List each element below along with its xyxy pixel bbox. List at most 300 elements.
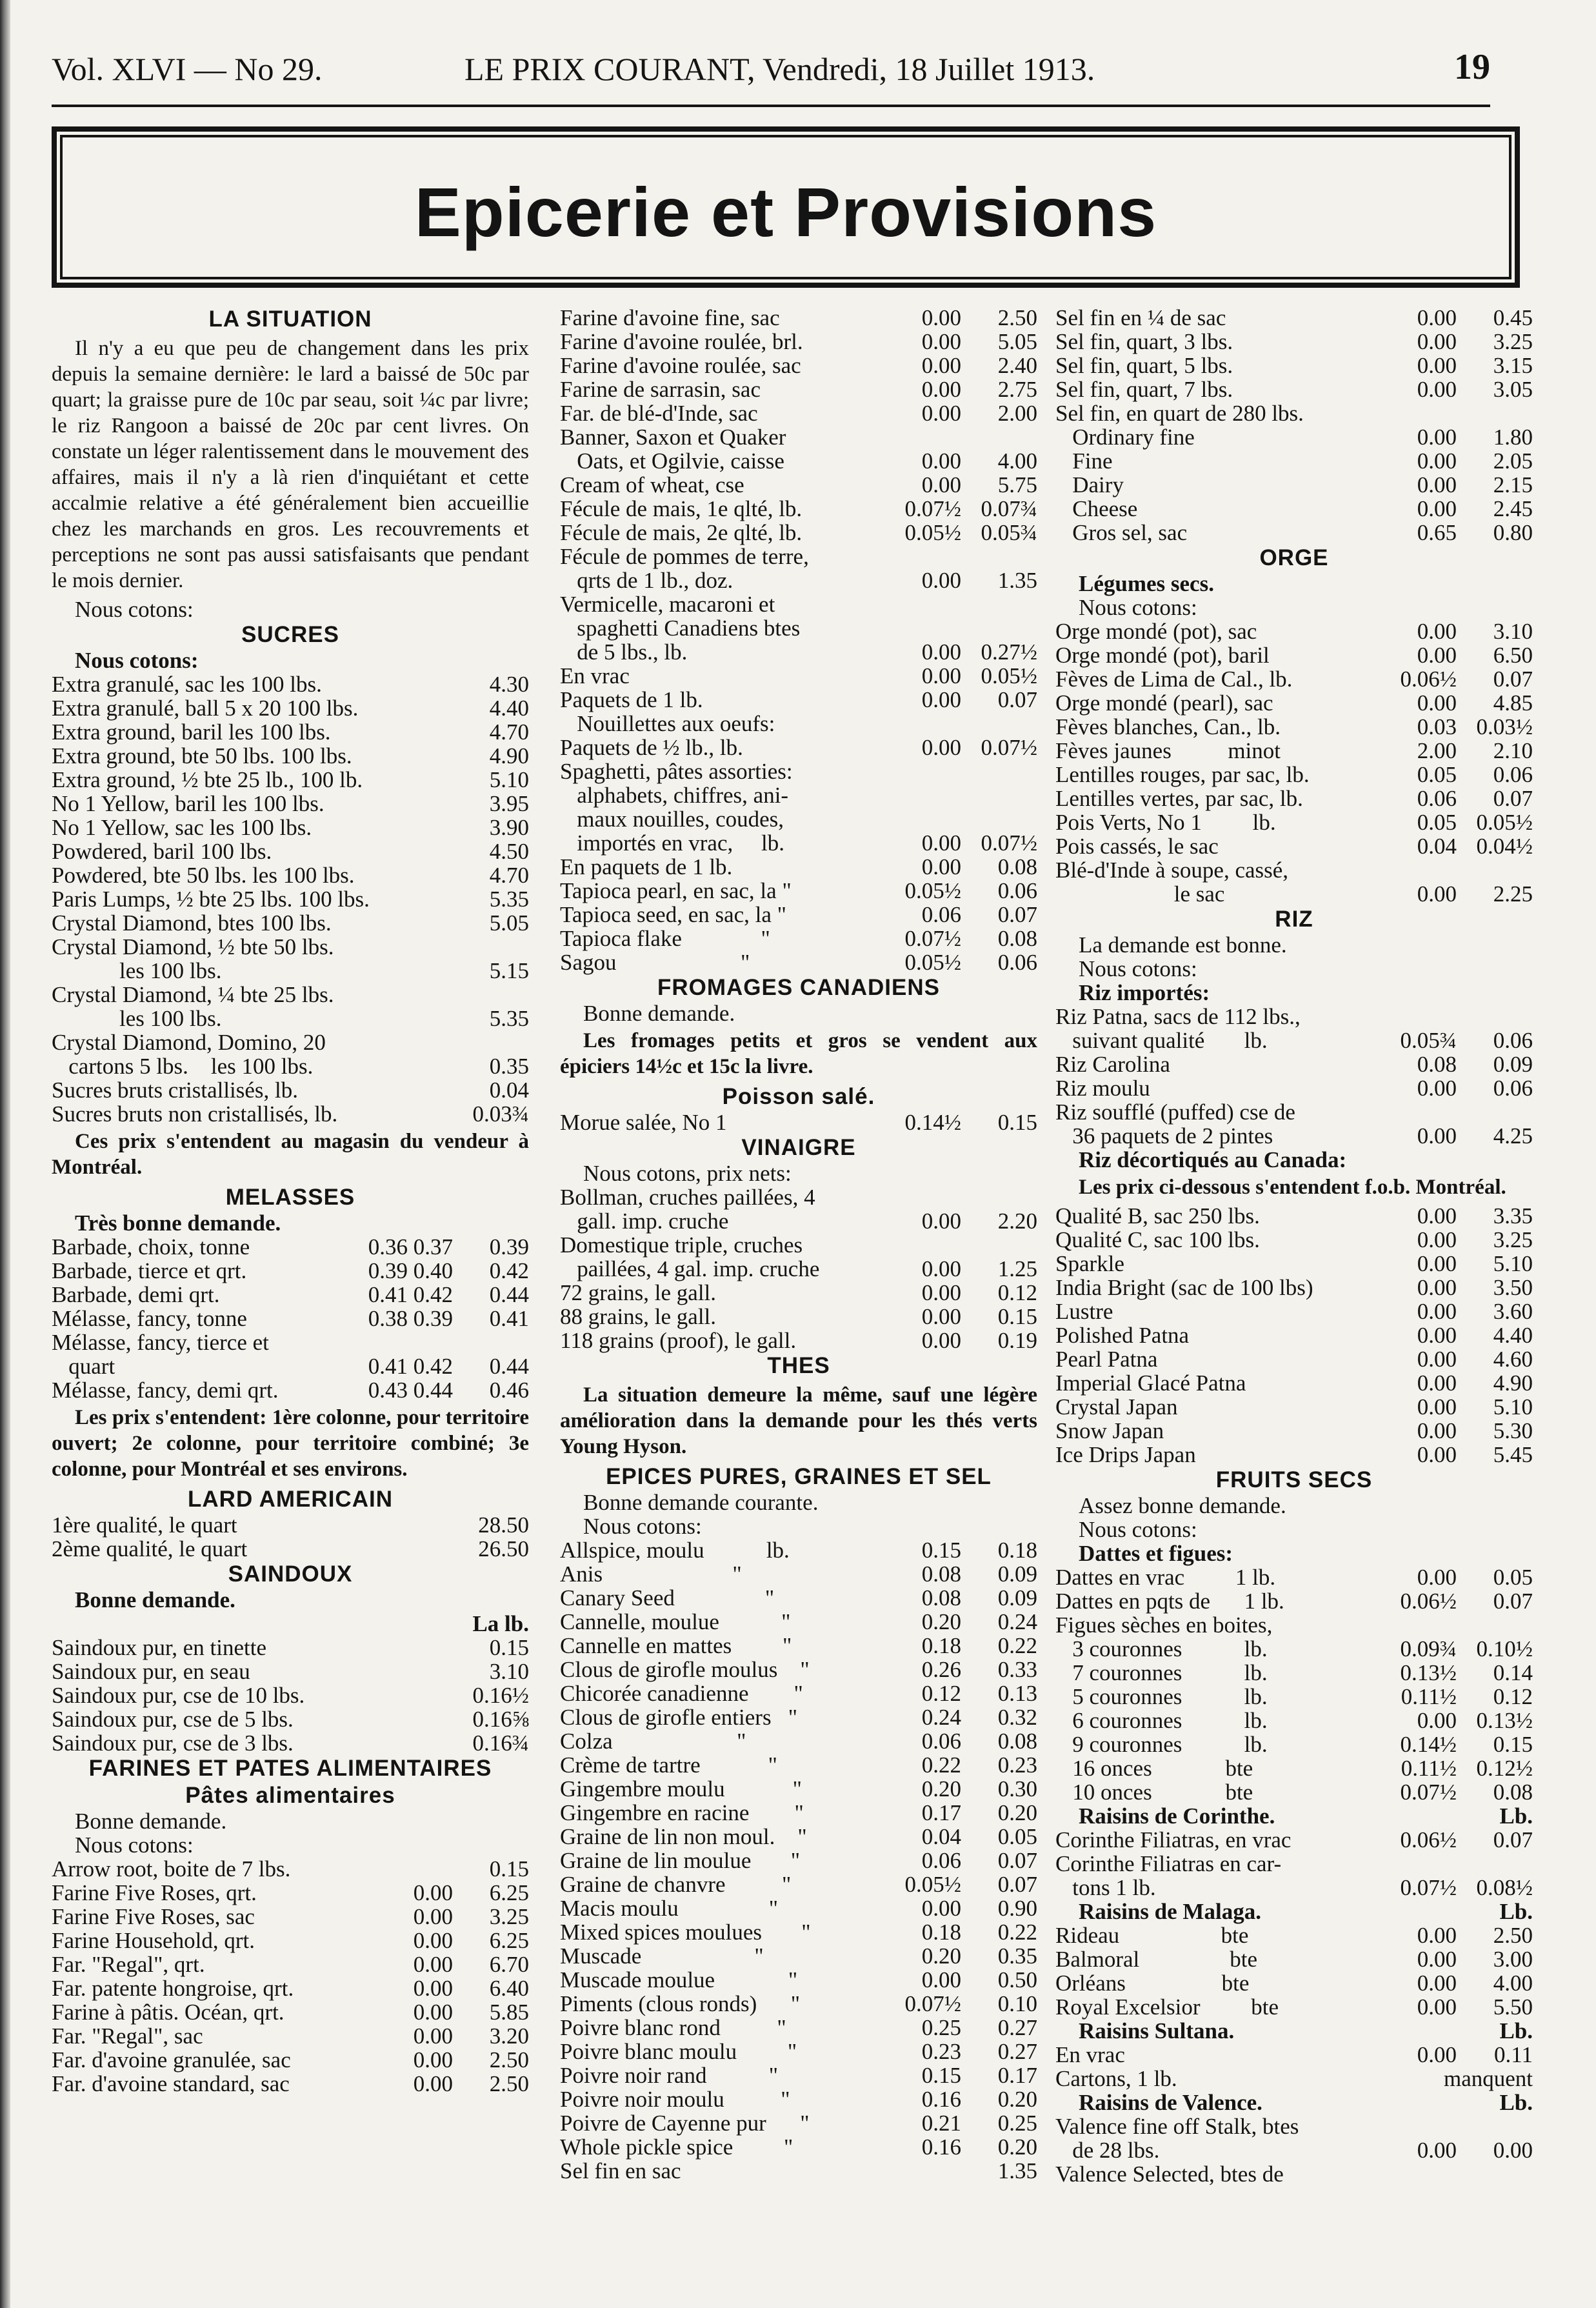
- price-high: 3.10: [489, 1659, 529, 1684]
- price-row: [1055, 1300, 1533, 1323]
- price-low: 0.05½: [904, 1872, 961, 1897]
- price-low: 0.00: [1417, 1565, 1457, 1590]
- price-high: 0.33: [997, 1657, 1037, 1682]
- item-label: Saindoux pur, en tinette: [52, 1635, 266, 1660]
- price-row: [1055, 1005, 1533, 1029]
- item-label: Crystal Diamond, ¼ bte 25 lbs.: [52, 982, 334, 1007]
- item-label: Arrow root, boite de 7 lbs.: [52, 1856, 291, 1882]
- price-high: 2.50: [1493, 1923, 1533, 1948]
- section-heading: SAINDOUX: [228, 1561, 353, 1587]
- price-row: [1055, 1876, 1533, 1900]
- price-row: [1055, 1228, 1533, 1252]
- price-row: [52, 1881, 529, 1905]
- title-box: [52, 126, 1520, 288]
- price-low: 0.00: [1417, 619, 1457, 644]
- price-row: [1055, 1923, 1533, 1947]
- price-row: [52, 1905, 529, 1929]
- price-high: 0.10: [997, 1991, 1037, 2016]
- price-row: [1055, 1052, 1533, 1076]
- item-label: Vermicelle, macaroni et: [560, 592, 775, 617]
- price-row: [560, 1329, 1037, 1352]
- price-low: 0.23: [921, 2039, 961, 2064]
- price-high: manquent: [1443, 2066, 1533, 2091]
- price-high: 0.03¾: [472, 1101, 529, 1127]
- price-row: [1055, 882, 1533, 906]
- item-label: Orge mondé (pot), sac: [1055, 619, 1257, 644]
- item-label: Clous de girofle moulus ": [560, 1657, 810, 1682]
- item-label: Fécule de mais, 1e qlté, lb.: [560, 496, 803, 521]
- price-high: 26.50: [478, 1536, 529, 1561]
- price-low: 0.00: [1417, 329, 1457, 354]
- price-high: 5.10: [489, 767, 529, 792]
- item-label: Riz soufflé (puffed) cse de: [1055, 1099, 1295, 1125]
- note-text: Les prix s'entendent: 1ère colonne, pour territoire ouvert; 2e colonne, pour territoire combiné; 3e colonne, pour Montréal et ses environs.: [52, 1406, 529, 1481]
- price-row: [560, 1753, 1037, 1777]
- price-high: 0.09: [1493, 1052, 1533, 1077]
- price-row: [560, 1658, 1037, 1681]
- item-label: Lustre: [1055, 1299, 1113, 1324]
- item-label: Saindoux pur, en seau: [52, 1659, 250, 1684]
- price-high: 0.05½: [981, 663, 1037, 688]
- price-row: [560, 1610, 1037, 1634]
- price-low: 0.26: [921, 1657, 961, 1682]
- item-label: Gingembre moulu ": [560, 1776, 802, 1801]
- price-high: 0.27: [997, 2039, 1037, 2064]
- price-row: [52, 2048, 529, 2072]
- note-line: Nous cotons:: [583, 1514, 702, 1539]
- price-row: [1055, 1637, 1533, 1661]
- item-label: Tapioca flake ": [560, 926, 770, 951]
- item-label: Cream of wheat, cse: [560, 472, 744, 497]
- price-row: [1055, 354, 1533, 377]
- price-high: 2.40: [997, 353, 1037, 378]
- item-label: Graine de lin moulue ": [560, 1848, 800, 1873]
- item-label: alphabets, chiffres, ani-: [560, 783, 789, 808]
- price-low: 0.00: [1417, 1076, 1457, 1101]
- price-low: 0.00: [413, 2023, 453, 2049]
- item-label: Raisins de Malaga.: [1079, 1899, 1261, 1924]
- item-label: Mélasse, fancy, tierce et: [52, 1330, 269, 1355]
- item-label: Far. d'avoine standard, sac: [52, 2071, 290, 2096]
- price-row: [1055, 1661, 1533, 1685]
- price-row: [1055, 1709, 1533, 1732]
- item-label: Ordinary fine: [1055, 425, 1195, 450]
- page-title: Epicerie et Provisions: [414, 173, 1157, 251]
- price-low: 0.20: [921, 1609, 961, 1634]
- price-low: 0.00: [921, 401, 961, 426]
- section-heading: LARD AMERICAIN: [188, 1487, 393, 1512]
- item-label: Bollman, cruches paillées, 4: [560, 1185, 815, 1210]
- price-low: 0.00: [921, 377, 961, 402]
- price-low: 0.11½: [1401, 1756, 1457, 1781]
- price-low: 0.00: [921, 1256, 961, 1281]
- price-low: 0.06½: [1400, 1827, 1457, 1852]
- unit-label: Lb.: [1499, 1899, 1533, 1924]
- price-row: [1055, 834, 1533, 858]
- item-label: Corinthe Filiatras, en vrac: [1055, 1827, 1292, 1852]
- price-row: [1055, 643, 1533, 667]
- price-row: [560, 783, 1037, 807]
- price-high: 0.06: [1493, 762, 1533, 787]
- price-low: 0.00: [921, 663, 961, 688]
- price-low: 0.00: [921, 830, 961, 856]
- note-text: Les fromages petits et gros se vendent aux épiciers 14½c et 15c la livre.: [560, 1029, 1037, 1078]
- price-high: 0.27½: [981, 639, 1037, 665]
- price-high: 0.13: [997, 1681, 1037, 1706]
- price-low: 0.14½: [904, 1110, 961, 1135]
- price-row: [52, 2000, 529, 2024]
- price-subheading: [1055, 2019, 1533, 2043]
- item-label: Extra granulé, ball 5 x 20 100 lbs.: [52, 696, 359, 721]
- price-row: [1055, 1100, 1533, 1124]
- price-low: 0.65: [1417, 520, 1457, 545]
- item-label: Blé-d'Inde à soupe, cassé,: [1055, 858, 1289, 883]
- price-high: 0.41: [489, 1306, 529, 1331]
- item-label: Sel fin, en quart de 280 lbs.: [1055, 401, 1304, 426]
- item-label: 9 couronnes lb.: [1055, 1732, 1268, 1757]
- price-high: 5.45: [1493, 1442, 1533, 1467]
- item-label: importés en vrac, lb.: [560, 830, 784, 856]
- price-low: 0.00: [1417, 1708, 1457, 1733]
- price-high: 5.15: [489, 958, 529, 983]
- price-row: [560, 664, 1037, 688]
- unit-label: Lb.: [1499, 2090, 1533, 2115]
- price-row: [1055, 1323, 1533, 1347]
- price-row: [52, 1307, 529, 1330]
- price-row: [560, 1896, 1037, 1920]
- item-label: Orléans bte: [1055, 1971, 1250, 1996]
- price-low: 0.05: [1417, 810, 1457, 835]
- price-low: 0.03: [1417, 714, 1457, 739]
- item-label: Fine: [1055, 448, 1113, 474]
- price-low: 0.08: [1417, 1052, 1457, 1077]
- price-row: [52, 816, 529, 839]
- price-row: [1055, 715, 1533, 739]
- price-high: 0.00: [1493, 2138, 1533, 2163]
- item-label: Fécule de mais, 2e qlté, lb.: [560, 520, 803, 545]
- price-high: 0.24: [997, 1609, 1037, 1634]
- price-low: 0.08: [921, 1561, 961, 1587]
- item-label: Sel fin en ¼ de sac: [1055, 306, 1226, 330]
- price-row: [560, 1634, 1037, 1658]
- item-label: Dattes en vrac 1 lb.: [1055, 1565, 1276, 1590]
- price-high: 2.10: [1493, 738, 1533, 763]
- price-row: [560, 1825, 1037, 1849]
- price-low: 0.25: [921, 2015, 961, 2040]
- price-high: 0.07: [1493, 1827, 1533, 1852]
- item-label: suivant qualité lb.: [1055, 1028, 1268, 1053]
- price-low: 0.00: [921, 1209, 961, 1234]
- price-high: 0.44: [489, 1282, 529, 1307]
- item-label: Dattes en pqts de 1 lb.: [1055, 1589, 1284, 1614]
- subsection-heading: Pâtes alimentaires: [185, 1783, 395, 1808]
- price-row: [52, 1102, 529, 1126]
- item-label: Cartons, 1 lb.: [1055, 2066, 1177, 2091]
- price-high: 5.30: [1493, 1418, 1533, 1443]
- price-high: 5.85: [489, 2000, 529, 2025]
- item-label: quart: [52, 1354, 115, 1379]
- price-row: [560, 521, 1037, 545]
- note-line: Nous cotons, prix nets:: [583, 1161, 792, 1186]
- item-label: Raisins de Corinthe.: [1079, 1803, 1275, 1829]
- subheading: Légumes secs.: [1079, 571, 1214, 596]
- item-label: Crystal Diamond, btes 100 lbs.: [52, 910, 332, 936]
- price-row: [560, 903, 1037, 927]
- item-label: Mélasse, fancy, demi qrt.: [52, 1378, 279, 1403]
- price-row: [52, 1929, 529, 1952]
- price-low: 0.00: [1417, 1323, 1457, 1348]
- price-row: [52, 1731, 529, 1755]
- price-high: 6.25: [489, 1880, 529, 1905]
- price-high: 0.15: [489, 1635, 529, 1660]
- price-row: [1055, 1276, 1533, 1300]
- price-high: 0.18: [997, 1538, 1037, 1563]
- price-row: [52, 1354, 529, 1378]
- price-row: [560, 879, 1037, 903]
- price-high: 3.95: [489, 791, 529, 816]
- note-line: Nous cotons:: [75, 1832, 194, 1858]
- price-high: 2.50: [997, 306, 1037, 330]
- price-low: 0.00: [1417, 1370, 1457, 1396]
- price-low: 0.41 0.42: [368, 1282, 453, 1307]
- price-high: 4.00: [997, 448, 1037, 474]
- price-high: 0.04½: [1476, 834, 1533, 859]
- price-row: [560, 449, 1037, 473]
- price-low: 0.00: [921, 687, 961, 712]
- item-label: Poivre noir rand ": [560, 2063, 778, 2088]
- price-row: [52, 696, 529, 720]
- item-label: Whole pickle spice ": [560, 2134, 793, 2160]
- price-row: [560, 807, 1037, 831]
- price-row: [1055, 401, 1533, 425]
- price-high: 0.07¾: [981, 496, 1037, 521]
- price-high: 3.35: [1493, 1203, 1533, 1229]
- price-low: 0.00: [1417, 1227, 1457, 1252]
- price-row: [1055, 763, 1533, 787]
- price-row: [52, 1378, 529, 1402]
- item-label: Farine Five Roses, sac: [52, 1904, 255, 1929]
- item-label: Muscade moulue ": [560, 1967, 798, 1992]
- item-label: Extra ground, ½ bte 25 lb., 100 lb.: [52, 767, 363, 792]
- price-low: 0.00: [413, 1904, 453, 1929]
- price-subheading: [1055, 1900, 1533, 1923]
- price-row: [52, 1330, 529, 1354]
- price-row: [52, 959, 529, 983]
- price-high: 0.90: [997, 1896, 1037, 1921]
- price-low: 0.00: [1417, 1251, 1457, 1276]
- price-row: [52, 2072, 529, 2096]
- price-row: [1055, 1828, 1533, 1852]
- price-low: 0.00: [921, 639, 961, 665]
- price-row: [52, 911, 529, 935]
- price-low: 0.06½: [1400, 667, 1457, 692]
- price-high: 3.25: [489, 1904, 529, 1929]
- item-label: Sel fin, quart, 5 lbs.: [1055, 353, 1233, 378]
- price-high: 3.60: [1493, 1299, 1533, 1324]
- price-low: 0.00: [1417, 2042, 1457, 2067]
- item-label: les 100 lbs.: [52, 1006, 222, 1031]
- price-row: [560, 616, 1037, 640]
- item-label: Rideau bte: [1055, 1923, 1249, 1948]
- price-row: [52, 1857, 529, 1881]
- price-high: 0.04: [489, 1078, 529, 1103]
- item-label: Imperial Glacé Patna: [1055, 1370, 1246, 1396]
- item-label: No 1 Yellow, baril les 100 lbs.: [52, 791, 324, 816]
- price-high: 5.50: [1493, 1994, 1533, 2020]
- price-row: [1055, 425, 1533, 449]
- publication-line: LE PRIX COURANT, Vendredi, 18 Juillet 1913.: [464, 51, 1095, 87]
- price-high: 0.25: [997, 2111, 1037, 2136]
- price-low: 2.00: [1417, 738, 1457, 763]
- price-low: 0.00: [413, 1928, 453, 1953]
- price-low: 0.00: [921, 1280, 961, 1305]
- price-row: [1055, 2162, 1533, 2186]
- price-low: 0.43 0.44: [368, 1378, 453, 1403]
- item-label: 72 grains, le gall.: [560, 1280, 717, 1305]
- price-row: [52, 1007, 529, 1030]
- price-high: 28.50: [478, 1512, 529, 1538]
- item-label: Qualité B, sac 250 lbs.: [1055, 1203, 1260, 1229]
- price-row: [1055, 1076, 1533, 1100]
- price-high: 0.20: [997, 1800, 1037, 1825]
- item-label: Paris Lumps, ½ bte 25 lbs. 100 lbs.: [52, 887, 370, 912]
- price-note: [52, 1405, 529, 1482]
- item-label: Lentilles vertes, par sac, lb.: [1055, 786, 1303, 811]
- price-row: [52, 1952, 529, 1976]
- item-label: de 5 lbs., lb.: [560, 639, 688, 665]
- price-row: [1055, 787, 1533, 810]
- item-label: Poivre de Cayenne pur ": [560, 2111, 810, 2136]
- item-label: Saindoux pur, cse de 5 lbs.: [52, 1707, 294, 1732]
- price-row: [52, 983, 529, 1007]
- item-label: Fèves blanches, Can., lb.: [1055, 714, 1281, 739]
- section-heading: FRUITS SECS: [1215, 1467, 1373, 1492]
- item-label: Fèves de Lima de Cal., lb.: [1055, 667, 1293, 692]
- price-high: 0.80: [1493, 520, 1533, 545]
- price-low: 0.16: [921, 2087, 961, 2112]
- column-1: [52, 306, 529, 2293]
- price-row: [560, 377, 1037, 401]
- item-label: Nouillettes aux oeufs:: [560, 711, 775, 736]
- price-row: [52, 1259, 529, 1283]
- price-low: 0.00: [921, 854, 961, 879]
- note-text: Les prix ci-dessous s'entendent f.o.b. Montréal.: [1079, 1176, 1506, 1199]
- price-row: [560, 688, 1037, 712]
- price-low: 0.00: [1417, 353, 1457, 378]
- price-low: 0.39 0.40: [368, 1258, 453, 1283]
- price-high: 0.15: [997, 1304, 1037, 1329]
- item-label: Fécule de pommes de terre,: [560, 544, 809, 569]
- item-label: Sagou ": [560, 950, 750, 975]
- price-high: 0.22: [997, 1633, 1037, 1658]
- price-low: 0.18: [921, 1920, 961, 1945]
- item-label: Colza ": [560, 1729, 746, 1754]
- price-low: 0.07½: [1400, 1780, 1457, 1805]
- price-high: 5.05: [997, 329, 1037, 354]
- price-high: 6.50: [1493, 643, 1533, 668]
- item-label: Orge mondé (pot), baril: [1055, 643, 1270, 668]
- item-label: 118 grains (proof), le gall.: [560, 1328, 797, 1353]
- price-high: 0.06: [997, 878, 1037, 903]
- price-low: 0.00: [1417, 496, 1457, 521]
- price-row: [560, 401, 1037, 425]
- item-label: Clous de girofle entiers ": [560, 1705, 798, 1730]
- price-low: 0.00: [1417, 1947, 1457, 1972]
- item-label: Farine d'avoine roulée, brl.: [560, 329, 803, 354]
- price-low: 0.00: [1417, 690, 1457, 716]
- price-row: [560, 1729, 1037, 1753]
- price-high: 4.40: [489, 696, 529, 721]
- price-row: [1055, 1252, 1533, 1276]
- price-high: 0.32: [997, 1705, 1037, 1730]
- price-high: 0.08½: [1476, 1875, 1533, 1900]
- price-row: [560, 2040, 1037, 2063]
- price-row: [52, 744, 529, 768]
- price-row: [1055, 1971, 1533, 1995]
- item-label: Crème de tartre ": [560, 1752, 777, 1778]
- item-label: Spaghetti, pâtes assorties:: [560, 759, 793, 784]
- price-row: [1055, 2043, 1533, 2067]
- price-row: [560, 831, 1037, 855]
- price-row: [1055, 2114, 1533, 2138]
- note-line: Bonne demande.: [583, 1001, 735, 1026]
- price-high: 3.25: [1493, 329, 1533, 354]
- price-high: 4.70: [489, 863, 529, 888]
- item-label: Gingembre en racine ": [560, 1800, 804, 1825]
- price-row: [560, 306, 1037, 330]
- item-label: le sac: [1055, 881, 1225, 907]
- column-3: [1055, 306, 1533, 2293]
- price-row: [560, 1872, 1037, 1896]
- price-high: 5.10: [1493, 1251, 1533, 1276]
- item-label: Morue salée, No 1: [560, 1110, 727, 1135]
- price-row: [1055, 1443, 1533, 1467]
- price-row: [52, 1235, 529, 1259]
- item-label: Far. "Regal", qrt.: [52, 1952, 205, 1977]
- note-line: Nous cotons:: [75, 597, 194, 622]
- price-row: [52, 1537, 529, 1561]
- item-label: Extra ground, baril les 100 lbs.: [52, 719, 331, 745]
- price-high: 5.05: [489, 910, 529, 936]
- item-label: India Bright (sac de 100 lbs): [1055, 1275, 1313, 1300]
- item-label: cartons 5 lbs. les 100 lbs.: [52, 1054, 314, 1079]
- note-line: La demande est bonne.: [1079, 932, 1287, 958]
- price-low: 0.00: [1417, 881, 1457, 907]
- price-low: 0.00: [921, 1967, 961, 1992]
- price-low: 0.00: [921, 472, 961, 497]
- price-low: 0.00: [921, 1304, 961, 1329]
- item-label: Dairy: [1055, 472, 1124, 497]
- price-high: 2.15: [1493, 472, 1533, 497]
- item-label: Farine à pâtis. Océan, qrt.: [52, 2000, 284, 2025]
- item-label: Allspice, moulu lb.: [560, 1538, 790, 1563]
- section-heading: LA SITUATION: [208, 306, 372, 332]
- price-high: 3.90: [489, 815, 529, 840]
- price-low: 0.05: [1417, 762, 1457, 787]
- price-row: [1055, 691, 1533, 715]
- item-label: No 1 Yellow, sac les 100 lbs.: [52, 815, 312, 840]
- item-label: Riz Carolina: [1055, 1052, 1170, 1077]
- price-row: [1055, 1947, 1533, 1971]
- price-row: [1055, 1685, 1533, 1709]
- price-row: [1055, 1995, 1533, 2019]
- price-row: [52, 1976, 529, 2000]
- section-heading: FARINES ET PATES ALIMENTAIRES: [88, 1756, 492, 1781]
- price-high: 0.05: [1493, 1565, 1533, 1590]
- price-row: [52, 839, 529, 863]
- price-row: [1055, 810, 1533, 834]
- price-low: 0.09¾: [1400, 1636, 1457, 1661]
